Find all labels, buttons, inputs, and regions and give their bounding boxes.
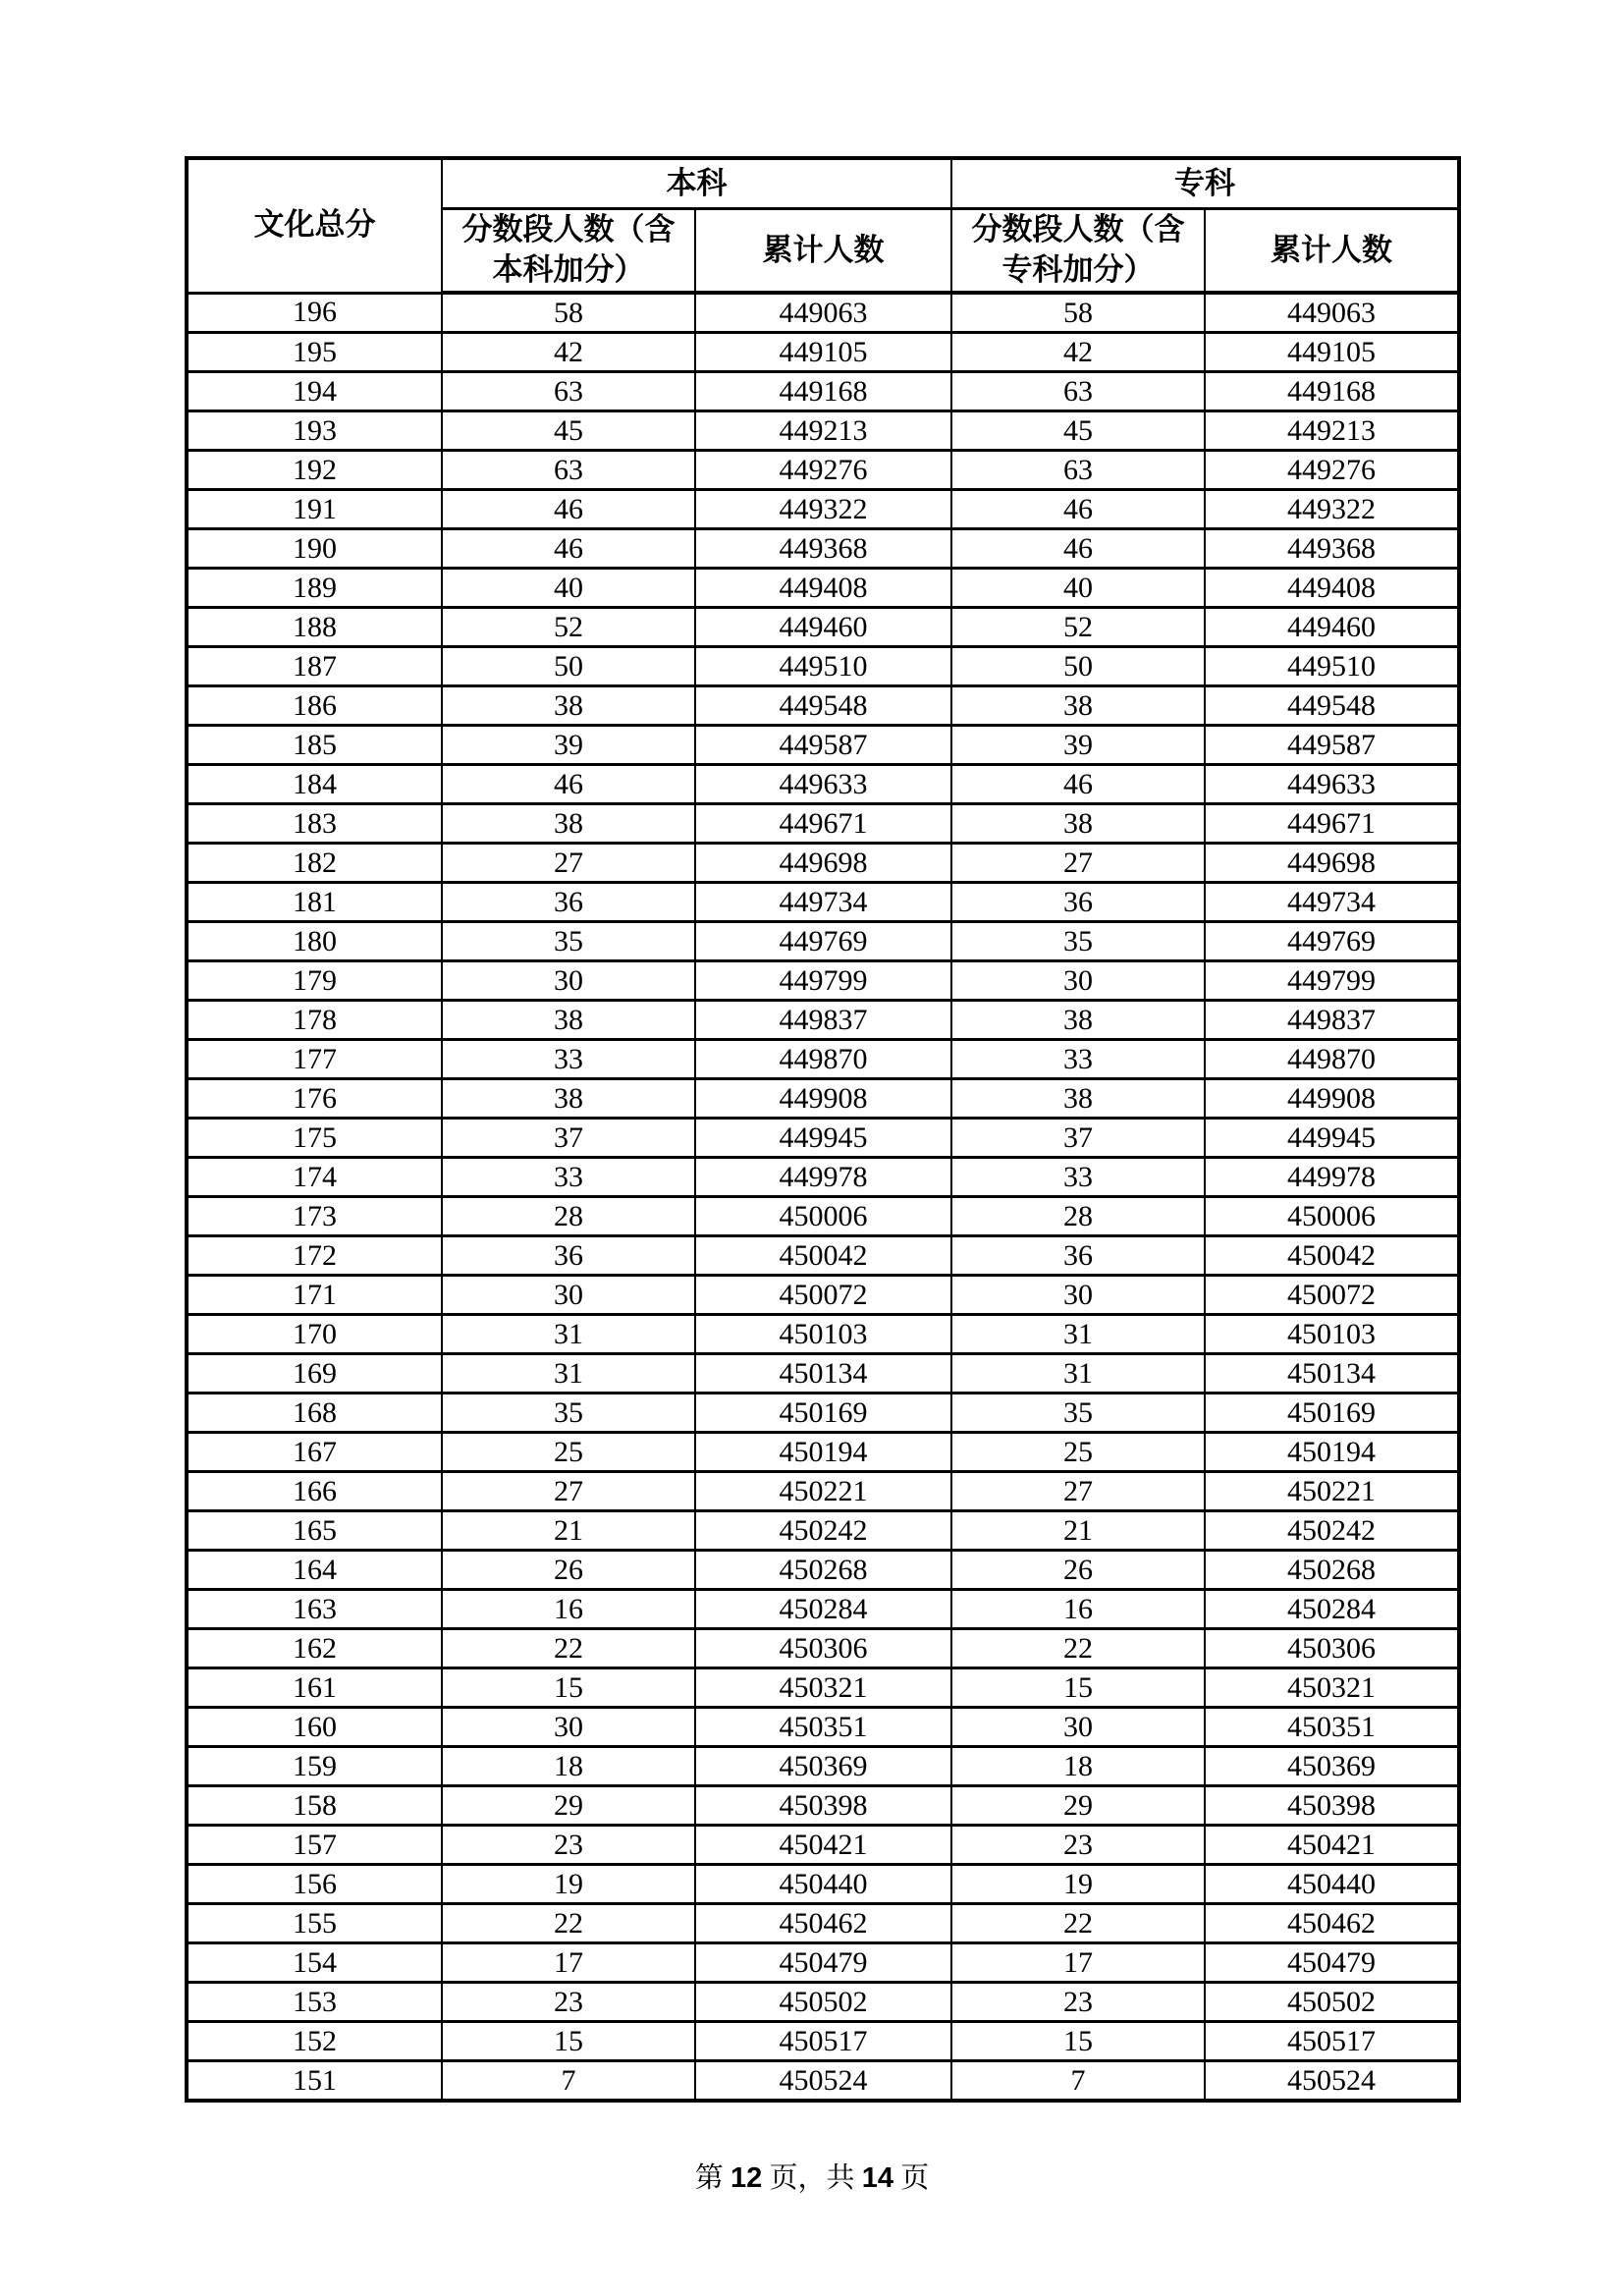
score-cell: 194 <box>187 372 442 411</box>
score-cell: 187 <box>187 647 442 686</box>
benke-segment-count-cell: 50 <box>442 647 695 686</box>
benke-segment-count-cell: 25 <box>442 1433 695 1472</box>
score-cell: 178 <box>187 1001 442 1040</box>
table-row <box>187 1668 1459 1708</box>
score-cell: 183 <box>187 804 442 844</box>
score-cell: 164 <box>187 1551 442 1590</box>
header-zhuanke-group: 专科 <box>951 158 1459 209</box>
benke-segment-count-cell: 45 <box>442 411 695 451</box>
benke-segment-count-cell: 39 <box>442 726 695 765</box>
table-row <box>187 961 1459 1001</box>
benke-segment-count-cell: 35 <box>442 922 695 961</box>
zhuanke-cumulative-cell: 449769 <box>1205 922 1459 961</box>
table-row <box>187 1865 1459 1904</box>
footer-total-pages: 14 <box>861 2162 894 2194</box>
header-zhuanke-segment-count: 分数段人数（含专科加分） <box>951 209 1205 294</box>
score-distribution-table <box>185 156 1461 2103</box>
table-row <box>187 1315 1459 1354</box>
zhuanke-segment-count-cell: 36 <box>951 1236 1205 1276</box>
zhuanke-cumulative-cell: 449837 <box>1205 1001 1459 1040</box>
table-row <box>187 922 1459 961</box>
zhuanke-segment-count-cell: 30 <box>951 961 1205 1001</box>
zhuanke-cumulative-cell: 449063 <box>1205 293 1459 333</box>
header-benke-group: 本科 <box>442 158 951 209</box>
table-row <box>187 1433 1459 1472</box>
zhuanke-segment-count-cell: 7 <box>951 2061 1205 2102</box>
benke-cumulative-cell: 449063 <box>695 293 951 333</box>
benke-cumulative-cell: 449734 <box>695 883 951 922</box>
score-cell: 189 <box>187 569 442 608</box>
zhuanke-segment-count-cell: 27 <box>951 1472 1205 1511</box>
zhuanke-segment-count-cell: 15 <box>951 2022 1205 2061</box>
benke-segment-count-cell: 7 <box>442 2061 695 2102</box>
score-cell: 195 <box>187 333 442 372</box>
benke-segment-count-cell: 29 <box>442 1786 695 1826</box>
benke-segment-count-cell: 27 <box>442 1472 695 1511</box>
benke-cumulative-cell: 450462 <box>695 1904 951 1943</box>
score-cell: 182 <box>187 844 442 883</box>
table-row <box>187 451 1459 490</box>
table-row <box>187 372 1459 411</box>
table-row <box>187 569 1459 608</box>
zhuanke-cumulative-cell: 450479 <box>1205 1943 1459 1983</box>
score-cell: 162 <box>187 1629 442 1668</box>
table-row <box>187 1158 1459 1197</box>
score-cell: 173 <box>187 1197 442 1236</box>
table-header <box>187 158 1459 293</box>
benke-cumulative-cell: 449105 <box>695 333 951 372</box>
benke-cumulative-cell: 449168 <box>695 372 951 411</box>
benke-cumulative-cell: 450284 <box>695 1590 951 1629</box>
benke-segment-count-cell: 18 <box>442 1747 695 1786</box>
zhuanke-cumulative-cell: 449548 <box>1205 686 1459 726</box>
header-total-score: 文化总分 <box>187 158 442 293</box>
zhuanke-cumulative-cell: 450103 <box>1205 1315 1459 1354</box>
score-cell: 184 <box>187 765 442 804</box>
score-cell: 165 <box>187 1511 442 1551</box>
footer-suffix: 页 <box>893 2162 930 2194</box>
table-row <box>187 1590 1459 1629</box>
table-row <box>187 1511 1459 1551</box>
benke-cumulative-cell: 450517 <box>695 2022 951 2061</box>
benke-cumulative-cell: 450421 <box>695 1826 951 1865</box>
table-row <box>187 1826 1459 1865</box>
zhuanke-cumulative-cell: 450042 <box>1205 1236 1459 1276</box>
score-cell: 160 <box>187 1708 442 1747</box>
header-benke-segment-count: 分数段人数（含本科加分） <box>442 209 695 294</box>
zhuanke-cumulative-cell: 450502 <box>1205 1983 1459 2022</box>
zhuanke-cumulative-cell: 449870 <box>1205 1040 1459 1079</box>
header-row-groups <box>187 158 1459 209</box>
benke-segment-count-cell: 30 <box>442 1276 695 1315</box>
zhuanke-segment-count-cell: 46 <box>951 765 1205 804</box>
table-row <box>187 765 1459 804</box>
benke-segment-count-cell: 19 <box>442 1865 695 1904</box>
benke-segment-count-cell: 38 <box>442 1001 695 1040</box>
benke-segment-count-cell: 38 <box>442 686 695 726</box>
benke-cumulative-cell: 450479 <box>695 1943 951 1983</box>
benke-cumulative-cell: 450268 <box>695 1551 951 1590</box>
zhuanke-cumulative-cell: 450134 <box>1205 1354 1459 1394</box>
benke-cumulative-cell: 449978 <box>695 1158 951 1197</box>
zhuanke-segment-count-cell: 38 <box>951 1001 1205 1040</box>
benke-segment-count-cell: 30 <box>442 961 695 1001</box>
zhuanke-cumulative-cell: 450524 <box>1205 2061 1459 2102</box>
table-row <box>187 1119 1459 1158</box>
benke-cumulative-cell: 449408 <box>695 569 951 608</box>
benke-segment-count-cell: 23 <box>442 1826 695 1865</box>
score-cell: 161 <box>187 1668 442 1708</box>
table-row <box>187 608 1459 647</box>
benke-cumulative-cell: 449837 <box>695 1001 951 1040</box>
table-row <box>187 1040 1459 1079</box>
score-cell: 196 <box>187 293 442 333</box>
score-cell: 159 <box>187 1747 442 1786</box>
table-row <box>187 883 1459 922</box>
zhuanke-cumulative-cell: 450221 <box>1205 1472 1459 1511</box>
zhuanke-cumulative-cell: 450462 <box>1205 1904 1459 1943</box>
benke-segment-count-cell: 38 <box>442 804 695 844</box>
zhuanke-segment-count-cell: 39 <box>951 726 1205 765</box>
benke-cumulative-cell: 449908 <box>695 1079 951 1119</box>
table-row <box>187 1629 1459 1668</box>
zhuanke-cumulative-cell: 450268 <box>1205 1551 1459 1590</box>
score-cell: 166 <box>187 1472 442 1511</box>
benke-cumulative-cell: 450103 <box>695 1315 951 1354</box>
zhuanke-segment-count-cell: 30 <box>951 1276 1205 1315</box>
zhuanke-cumulative-cell: 450072 <box>1205 1276 1459 1315</box>
score-cell: 191 <box>187 490 442 529</box>
benke-segment-count-cell: 23 <box>442 1983 695 2022</box>
table-row <box>187 1001 1459 1040</box>
score-cell: 193 <box>187 411 442 451</box>
score-cell: 176 <box>187 1079 442 1119</box>
benke-cumulative-cell: 450524 <box>695 2061 951 2102</box>
zhuanke-cumulative-cell: 449213 <box>1205 411 1459 451</box>
benke-segment-count-cell: 38 <box>442 1079 695 1119</box>
benke-segment-count-cell: 52 <box>442 608 695 647</box>
benke-segment-count-cell: 58 <box>442 293 695 333</box>
benke-segment-count-cell: 15 <box>442 2022 695 2061</box>
zhuanke-segment-count-cell: 22 <box>951 1904 1205 1943</box>
zhuanke-segment-count-cell: 23 <box>951 1826 1205 1865</box>
benke-cumulative-cell: 449368 <box>695 529 951 569</box>
table-row <box>187 726 1459 765</box>
score-cell: 163 <box>187 1590 442 1629</box>
score-cell: 175 <box>187 1119 442 1158</box>
zhuanke-cumulative-cell: 449633 <box>1205 765 1459 804</box>
benke-cumulative-cell: 450242 <box>695 1511 951 1551</box>
zhuanke-segment-count-cell: 27 <box>951 844 1205 883</box>
zhuanke-segment-count-cell: 17 <box>951 1943 1205 1983</box>
zhuanke-segment-count-cell: 15 <box>951 1668 1205 1708</box>
zhuanke-segment-count-cell: 31 <box>951 1354 1205 1394</box>
benke-cumulative-cell: 449213 <box>695 411 951 451</box>
zhuanke-segment-count-cell: 33 <box>951 1158 1205 1197</box>
zhuanke-segment-count-cell: 23 <box>951 1983 1205 2022</box>
benke-cumulative-cell: 449510 <box>695 647 951 686</box>
benke-segment-count-cell: 21 <box>442 1511 695 1551</box>
benke-segment-count-cell: 33 <box>442 1040 695 1079</box>
zhuanke-cumulative-cell: 450369 <box>1205 1747 1459 1786</box>
benke-segment-count-cell: 46 <box>442 765 695 804</box>
benke-cumulative-cell: 450369 <box>695 1747 951 1786</box>
zhuanke-cumulative-cell: 450440 <box>1205 1865 1459 1904</box>
score-cell: 154 <box>187 1943 442 1983</box>
zhuanke-cumulative-cell: 449510 <box>1205 647 1459 686</box>
benke-cumulative-cell: 449276 <box>695 451 951 490</box>
score-cell: 157 <box>187 1826 442 1865</box>
table-row <box>187 1197 1459 1236</box>
zhuanke-segment-count-cell: 19 <box>951 1865 1205 1904</box>
header-benke-cumulative: 累计人数 <box>695 209 951 294</box>
benke-cumulative-cell: 450502 <box>695 1983 951 2022</box>
benke-cumulative-cell: 449460 <box>695 608 951 647</box>
table-row <box>187 1236 1459 1276</box>
zhuanke-segment-count-cell: 33 <box>951 1040 1205 1079</box>
benke-cumulative-cell: 450072 <box>695 1276 951 1315</box>
zhuanke-segment-count-cell: 26 <box>951 1551 1205 1590</box>
score-cell: 153 <box>187 1983 442 2022</box>
footer-prefix: 第 <box>694 2162 731 2194</box>
score-cell: 156 <box>187 1865 442 1904</box>
benke-cumulative-cell: 449671 <box>695 804 951 844</box>
score-cell: 155 <box>187 1904 442 1943</box>
zhuanke-segment-count-cell: 16 <box>951 1590 1205 1629</box>
zhuanke-segment-count-cell: 28 <box>951 1197 1205 1236</box>
zhuanke-cumulative-cell: 449978 <box>1205 1158 1459 1197</box>
zhuanke-cumulative-cell: 449671 <box>1205 804 1459 844</box>
footer-mid: 页，共 <box>762 2162 862 2194</box>
benke-cumulative-cell: 450306 <box>695 1629 951 1668</box>
score-cell: 169 <box>187 1354 442 1394</box>
benke-segment-count-cell: 46 <box>442 490 695 529</box>
benke-segment-count-cell: 22 <box>442 1629 695 1668</box>
zhuanke-segment-count-cell: 36 <box>951 883 1205 922</box>
benke-cumulative-cell: 450221 <box>695 1472 951 1511</box>
zhuanke-segment-count-cell: 42 <box>951 333 1205 372</box>
zhuanke-cumulative-cell: 449322 <box>1205 490 1459 529</box>
benke-cumulative-cell: 450321 <box>695 1668 951 1708</box>
zhuanke-cumulative-cell: 449168 <box>1205 372 1459 411</box>
table-row <box>187 490 1459 529</box>
score-cell: 172 <box>187 1236 442 1276</box>
benke-cumulative-cell: 450398 <box>695 1786 951 1826</box>
zhuanke-segment-count-cell: 29 <box>951 1786 1205 1826</box>
benke-segment-count-cell: 30 <box>442 1708 695 1747</box>
score-cell: 188 <box>187 608 442 647</box>
table-row <box>187 1354 1459 1394</box>
table-row <box>187 2022 1459 2061</box>
score-cell: 190 <box>187 529 442 569</box>
zhuanke-segment-count-cell: 38 <box>951 1079 1205 1119</box>
table-body <box>187 293 1459 2101</box>
score-cell: 179 <box>187 961 442 1001</box>
table-row <box>187 1708 1459 1747</box>
zhuanke-cumulative-cell: 450517 <box>1205 2022 1459 2061</box>
benke-segment-count-cell: 27 <box>442 844 695 883</box>
benke-cumulative-cell: 449945 <box>695 1119 951 1158</box>
benke-segment-count-cell: 15 <box>442 1668 695 1708</box>
benke-cumulative-cell: 450351 <box>695 1708 951 1747</box>
zhuanke-cumulative-cell: 450321 <box>1205 1668 1459 1708</box>
zhuanke-segment-count-cell: 46 <box>951 490 1205 529</box>
benke-segment-count-cell: 63 <box>442 372 695 411</box>
benke-segment-count-cell: 36 <box>442 883 695 922</box>
table-row <box>187 2061 1459 2102</box>
table-row <box>187 844 1459 883</box>
zhuanke-cumulative-cell: 449734 <box>1205 883 1459 922</box>
table-row <box>187 1472 1459 1511</box>
zhuanke-cumulative-cell: 449908 <box>1205 1079 1459 1119</box>
benke-segment-count-cell: 37 <box>442 1119 695 1158</box>
benke-cumulative-cell: 450194 <box>695 1433 951 1472</box>
zhuanke-cumulative-cell: 449368 <box>1205 529 1459 569</box>
footer-page-number: 12 <box>730 2162 763 2194</box>
benke-cumulative-cell: 449769 <box>695 922 951 961</box>
score-cell: 181 <box>187 883 442 922</box>
table-row <box>187 1079 1459 1119</box>
table-row <box>187 1904 1459 1943</box>
benke-segment-count-cell: 28 <box>442 1197 695 1236</box>
table-row <box>187 647 1459 686</box>
zhuanke-segment-count-cell: 52 <box>951 608 1205 647</box>
table-row <box>187 411 1459 451</box>
table-row <box>187 1551 1459 1590</box>
zhuanke-segment-count-cell: 46 <box>951 529 1205 569</box>
zhuanke-cumulative-cell: 450351 <box>1205 1708 1459 1747</box>
zhuanke-cumulative-cell: 450421 <box>1205 1826 1459 1865</box>
zhuanke-segment-count-cell: 40 <box>951 569 1205 608</box>
benke-segment-count-cell: 31 <box>442 1354 695 1394</box>
zhuanke-segment-count-cell: 25 <box>951 1433 1205 1472</box>
benke-segment-count-cell: 17 <box>442 1943 695 1983</box>
zhuanke-segment-count-cell: 31 <box>951 1315 1205 1354</box>
zhuanke-segment-count-cell: 50 <box>951 647 1205 686</box>
zhuanke-segment-count-cell: 35 <box>951 1394 1205 1433</box>
benke-segment-count-cell: 16 <box>442 1590 695 1629</box>
zhuanke-segment-count-cell: 58 <box>951 293 1205 333</box>
zhuanke-cumulative-cell: 449945 <box>1205 1119 1459 1158</box>
score-cell: 170 <box>187 1315 442 1354</box>
benke-cumulative-cell: 450042 <box>695 1236 951 1276</box>
zhuanke-cumulative-cell: 449799 <box>1205 961 1459 1001</box>
benke-segment-count-cell: 63 <box>442 451 695 490</box>
benke-cumulative-cell: 449322 <box>695 490 951 529</box>
benke-cumulative-cell: 449548 <box>695 686 951 726</box>
table-row <box>187 1276 1459 1315</box>
zhuanke-cumulative-cell: 450306 <box>1205 1629 1459 1668</box>
zhuanke-segment-count-cell: 30 <box>951 1708 1205 1747</box>
score-cell: 177 <box>187 1040 442 1079</box>
table-row <box>187 333 1459 372</box>
zhuanke-cumulative-cell: 450169 <box>1205 1394 1459 1433</box>
benke-segment-count-cell: 40 <box>442 569 695 608</box>
benke-segment-count-cell: 36 <box>442 1236 695 1276</box>
benke-cumulative-cell: 450440 <box>695 1865 951 1904</box>
zhuanke-segment-count-cell: 22 <box>951 1629 1205 1668</box>
benke-cumulative-cell: 449587 <box>695 726 951 765</box>
zhuanke-cumulative-cell: 449105 <box>1205 333 1459 372</box>
zhuanke-segment-count-cell: 38 <box>951 804 1205 844</box>
benke-segment-count-cell: 42 <box>442 333 695 372</box>
score-cell: 167 <box>187 1433 442 1472</box>
table-row <box>187 1747 1459 1786</box>
benke-segment-count-cell: 33 <box>442 1158 695 1197</box>
benke-segment-count-cell: 26 <box>442 1551 695 1590</box>
table-row <box>187 1983 1459 2022</box>
zhuanke-cumulative-cell: 450398 <box>1205 1786 1459 1826</box>
table-row <box>187 1786 1459 1826</box>
benke-cumulative-cell: 450134 <box>695 1354 951 1394</box>
benke-cumulative-cell: 450169 <box>695 1394 951 1433</box>
zhuanke-segment-count-cell: 21 <box>951 1511 1205 1551</box>
score-cell: 151 <box>187 2061 442 2102</box>
benke-segment-count-cell: 31 <box>442 1315 695 1354</box>
zhuanke-cumulative-cell: 449587 <box>1205 726 1459 765</box>
score-cell: 152 <box>187 2022 442 2061</box>
zhuanke-segment-count-cell: 18 <box>951 1747 1205 1786</box>
score-cell: 158 <box>187 1786 442 1826</box>
score-cell: 186 <box>187 686 442 726</box>
table-row <box>187 686 1459 726</box>
score-cell: 185 <box>187 726 442 765</box>
benke-cumulative-cell: 449799 <box>695 961 951 1001</box>
table-row <box>187 1394 1459 1433</box>
benke-segment-count-cell: 46 <box>442 529 695 569</box>
table-row <box>187 293 1459 333</box>
zhuanke-cumulative-cell: 449276 <box>1205 451 1459 490</box>
zhuanke-segment-count-cell: 63 <box>951 451 1205 490</box>
table-row <box>187 804 1459 844</box>
benke-cumulative-cell: 449870 <box>695 1040 951 1079</box>
zhuanke-segment-count-cell: 38 <box>951 686 1205 726</box>
zhuanke-segment-count-cell: 63 <box>951 372 1205 411</box>
header-zhuanke-cumulative: 累计人数 <box>1205 209 1459 294</box>
benke-segment-count-cell: 22 <box>442 1904 695 1943</box>
table-row <box>187 529 1459 569</box>
zhuanke-cumulative-cell: 450006 <box>1205 1197 1459 1236</box>
score-cell: 168 <box>187 1394 442 1433</box>
benke-cumulative-cell: 449633 <box>695 765 951 804</box>
zhuanke-segment-count-cell: 45 <box>951 411 1205 451</box>
benke-segment-count-cell: 35 <box>442 1394 695 1433</box>
score-cell: 192 <box>187 451 442 490</box>
zhuanke-segment-count-cell: 35 <box>951 922 1205 961</box>
zhuanke-cumulative-cell: 450194 <box>1205 1433 1459 1472</box>
zhuanke-cumulative-cell: 449460 <box>1205 608 1459 647</box>
score-cell: 180 <box>187 922 442 961</box>
score-cell: 174 <box>187 1158 442 1197</box>
score-cell: 171 <box>187 1276 442 1315</box>
zhuanke-cumulative-cell: 450242 <box>1205 1511 1459 1551</box>
page-footer <box>0 2159 1624 2199</box>
zhuanke-cumulative-cell: 450284 <box>1205 1590 1459 1629</box>
zhuanke-segment-count-cell: 37 <box>951 1119 1205 1158</box>
benke-cumulative-cell: 449698 <box>695 844 951 883</box>
benke-cumulative-cell: 450006 <box>695 1197 951 1236</box>
table-row <box>187 1943 1459 1983</box>
zhuanke-cumulative-cell: 449698 <box>1205 844 1459 883</box>
zhuanke-cumulative-cell: 449408 <box>1205 569 1459 608</box>
